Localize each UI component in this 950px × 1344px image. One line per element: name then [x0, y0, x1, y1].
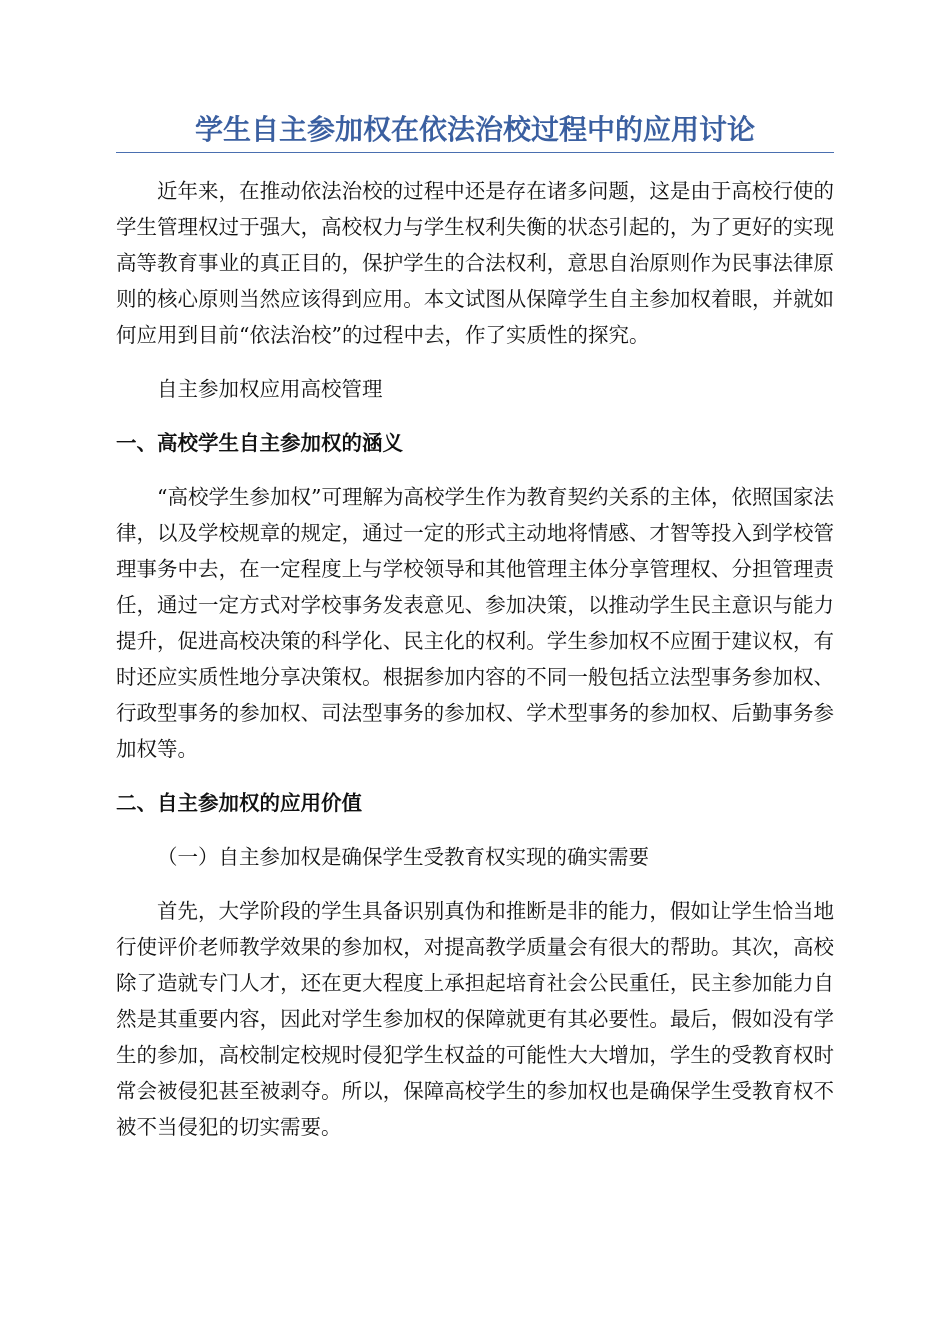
section1-paragraph: “高校学生参加权”可理解为高校学生作为教育契约关系的主体，依照国家法律，以及学校规章的规定，通过一定的形式主动地将情感、才智等投入到学校管理事务中去，在一定程度上与学校领导和其他管理主体分享管理权、分担管理责任，通过一定方式对学校事务发表意见、参加决策，以推动学生民主意识与能力提升，促进高校决策的科学化、民主化的权利。学生参加权不应囿于建议权，有时还应实质性地分享决策权。根据参加内容的不同一般包括立法型事务参加权、行政型事务的参加权、司法型事务的参加权、学术型事务的参加权、后勤事务参加权等。: [116, 485, 834, 761]
keywords-line: 自主参加权应用高校管理: [157, 377, 383, 401]
document-page: [116, 110, 834, 1163]
section2-subheading: （一）自主参加权是确保学生受教育权实现的确实需要: [157, 845, 649, 869]
section1-heading: 一、高校学生自主参加权的涵义: [116, 431, 403, 455]
document-title: 学生自主参加权在依法治校过程中的应用讨论: [194, 113, 755, 146]
section2-paragraph: 首先，大学阶段的学生具备识别真伪和推断是非的能力，假如让学生恰当地行使评价老师教学效果的参加权，对提高教学质量会有很大的帮助。其次，高校除了造就专门人才，还在更大程度上承担起培育社会公民重任，民主参加能力自然是其重要内容，因此对学生参加权的保障就更有其必要性。最后，假如没有学生的参加，高校制定校规时侵犯学生权益的可能性大大增加，学生的受教育权时常会被侵犯甚至被剥夺。所以，保障高校学生的参加权也是确保学生受教育权不被不当侵犯的切实需要。: [116, 899, 834, 1139]
intro-paragraph: 近年来，在推动依法治校的过程中还是存在诸多问题，这是由于高校行使的学生管理权过于强大，高校权力与学生权利失衡的状态引起的，为了更好的实现高等教育事业的真正目的，保护学生的合法权利，意思自治原则作为民事法律原则的核心原则当然应该得到应用。本文试图从保障学生自主参加权着眼，并就如何应用到目前“依法治校”的过程中去，作了实质性的探究。: [116, 179, 834, 347]
section2-heading: 二、自主参加权的应用价值: [116, 791, 362, 815]
title-underline: [116, 152, 834, 153]
